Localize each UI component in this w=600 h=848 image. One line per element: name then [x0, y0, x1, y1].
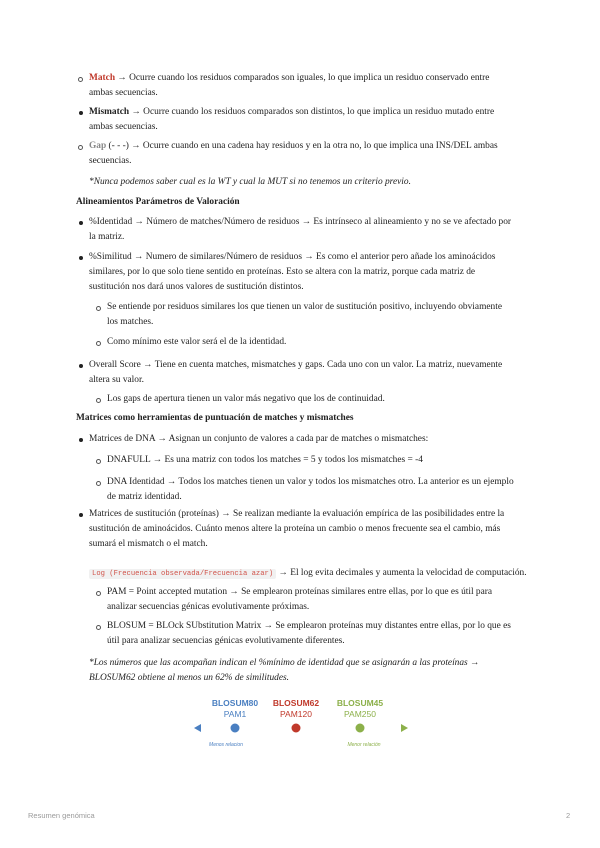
pam-line2: analizar secuencias génicas evolutivamente próximas.	[107, 602, 310, 612]
dnafull-line: DNAFULL → Es una matriz con todos los matches = 5 y todos los mismatches = -4	[107, 455, 423, 465]
match-text: → Ocurre cuando los residuos comparados son iguales, lo que implica un residuo conservado entre	[115, 73, 490, 83]
gap-text: (- - -) → Ocurre cuando en una cadena hay residuos y en la otra no, lo que implica una INS/DEL ambas	[106, 141, 498, 151]
bullet-dot	[79, 438, 83, 442]
proteinas-line1: Matrices de sustitución (proteínas) → Se realizan mediante la evaluación empírica de las posibilidades entre la	[89, 509, 505, 519]
left-caption: Menos relacion	[209, 742, 243, 748]
blosum62-label: BLOSUM62	[272, 698, 320, 708]
heading-matrices: Matrices como herramientas de puntuación de matches y mismatches	[76, 413, 354, 423]
bullet-circle	[78, 77, 83, 82]
footer-title: Resumen genómica	[28, 811, 95, 820]
bullet-circle	[96, 481, 101, 486]
log-code: Log (Frecuencia observada/Frecuencia azar)	[89, 569, 276, 579]
log-line	[89, 566, 527, 581]
gap-item	[89, 139, 498, 154]
blosum-pam-figure	[190, 695, 420, 755]
blosum45-marker	[355, 723, 365, 733]
match-item	[89, 71, 489, 86]
bullet-circle	[96, 306, 101, 311]
overall-line1: Overall Score → Tiene en cuenta matches, mismatches y gaps. Cada uno con un valor. La matriz, nuevamente	[89, 360, 503, 370]
blosum80-marker	[230, 723, 240, 733]
identidad-line1: %Identidad → Número de matches/Número de residuos → Es intrínseco al alineamiento y no se ve afectado por	[89, 217, 512, 227]
blosum-line2: útil para analizar secuencias génicas evolutivamente diferentes.	[107, 636, 345, 646]
mismatch-text: → Ocurre cuando los residuos comparados son distintos, lo que implica un residuo mutado entre	[129, 107, 495, 117]
gap-text-line2: secuencias.	[89, 156, 132, 166]
identity-note-line1: *Los números que las acompañan indican el %mínimo de identidad que se asignarán a las proteínas →	[89, 658, 480, 668]
blosum45-label: BLOSUM45	[336, 698, 384, 708]
pam-line1: PAM = Point accepted mutation → Se emplearon proteínas similares entre ellas, por lo que es útil para	[107, 587, 493, 597]
overall-line2: altera su valor.	[89, 375, 144, 385]
bullet-dot	[79, 256, 83, 260]
bullet-dot	[79, 111, 83, 115]
similitud-line1: %Similitud → Numero de similares/Número de residuos → Es como el anterior pero añade los aminoácidos	[89, 252, 496, 262]
blosum-line1: BLOSUM = BLOck SUbstitution Matrix → Se emplearon proteínas muy distantes entre ellas, por lo que es	[107, 621, 511, 631]
minimo-line: Como mínimo este valor será el de la identidad.	[107, 337, 287, 347]
arrow-right-head	[401, 724, 408, 732]
bullet-circle	[96, 341, 101, 346]
gap-label: Gap	[89, 141, 107, 151]
identidad-line2: la matriz.	[89, 232, 125, 242]
pam120-label: PAM120	[280, 709, 312, 719]
blosum62-marker	[291, 723, 301, 733]
pam250-label: PAM250	[344, 709, 376, 719]
similitud-line3: sustitución nos dará unos valores de sustitución distintos.	[89, 282, 304, 292]
dna-identidad-line2: de matriz identidad.	[107, 492, 182, 502]
proteinas-line3: sumará el mismatch o el match.	[89, 539, 208, 549]
mismatch-item	[89, 105, 494, 120]
mismatch-label: Mismatch	[89, 107, 130, 117]
identity-note-line2: BLOSUM62 obtiene al menos un 62% de similitudes.	[89, 673, 289, 683]
proteinas-line2: sustitución de aminoácidos. Cuánto menos altere la proteína un cambio o menos frecuente sea el cambio, más	[89, 524, 501, 534]
similares-line2: los matches.	[107, 317, 154, 327]
match-label: Match	[89, 73, 116, 83]
bullet-dot	[79, 513, 83, 517]
page-number: 2	[566, 811, 571, 820]
bullet-dot	[79, 364, 83, 368]
heading-parametros: Alineamientos Parámetros de Valoración	[76, 197, 240, 207]
bullet-circle	[96, 591, 101, 596]
right-caption: Menor relación	[347, 742, 381, 748]
arrow-left-head	[194, 724, 201, 732]
similares-line1: Se entiende por residuos similares los que tienen un valor de sustitución positivo, incluyendo obviamente	[107, 302, 502, 312]
wt-mut-note: *Nunca podemos saber cual es la WT y cual la MUT si no tenemos un criterio previo.	[89, 177, 411, 187]
log-text: → El log evita decimales y aumenta la velocidad de computación.	[276, 568, 527, 578]
bullet-circle	[96, 625, 101, 630]
blosum80-label: BLOSUM80	[211, 698, 259, 708]
dna-identidad-line1: DNA Identidad → Todos los matches tienen un valor y todos los mismatches otro. La anterior es un ejemplo	[107, 477, 514, 487]
gaps-apertura-line: Los gaps de apertura tienen un valor más negativo que los de continuidad.	[107, 394, 385, 404]
bullet-circle	[96, 459, 101, 464]
bullet-circle	[96, 398, 101, 403]
match-text-line2: ambas secuencias.	[89, 88, 158, 98]
bullet-circle	[78, 145, 83, 150]
dna-line: Matrices de DNA → Asignan un conjunto de valores a cada par de matches o mismatches:	[89, 434, 429, 444]
similitud-line2: similares, por lo que solo tiene sentido en proteínas. Esto se altera con la matriz, porque cada matriz de	[89, 267, 476, 277]
mismatch-text-line2: ambas secuencias.	[89, 122, 158, 132]
pam1-label: PAM1	[223, 709, 247, 719]
bullet-dot	[79, 221, 83, 225]
